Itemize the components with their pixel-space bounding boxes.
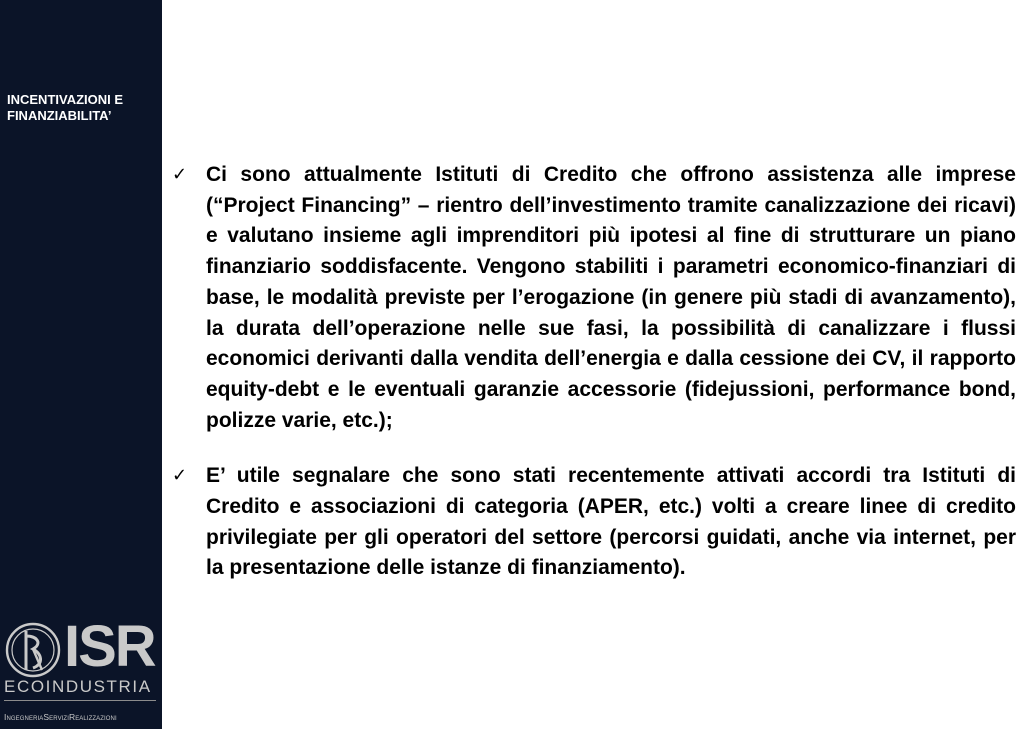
logo-tagline: IngegneriaServiziRealizzazioni xyxy=(4,712,117,722)
section-title-line-2: FINANZIABILITA’ xyxy=(7,108,112,123)
checkmark-icon: ✓ xyxy=(172,164,188,185)
logo-mark: ISR xyxy=(64,614,155,679)
bullet-text: Ci sono attualmente Istituti di Credito che offrono assistenza alle imprese (“Project Financing” – rientro dell’investimento tramite canalizzazione dei ricavi) e valutano insieme agli imprenditori più ipotesi al fine di strutturare un piano finanziario soddisfacente. Vengono stabiliti i parametri economico-finanziari di base, le modalità previste per l’erogazione (in genere più stadi di avanzamento), la durata dell’operazione nelle sue fasi, la possibilità di canalizzare i flussi economici derivanti dalla vendita dell’energia e dalla cessione dei CV, il rapporto equity-debt e le eventuali garanzie accessorie (fidejussioni, performance bond, polizze varie, etc.); xyxy=(206,163,1016,432)
bullet-item xyxy=(170,461,1016,584)
sidebar xyxy=(0,0,162,729)
checkmark-icon: ✓ xyxy=(172,465,188,487)
section-title xyxy=(7,92,157,124)
logo-divider xyxy=(4,700,156,701)
company-logo xyxy=(0,610,162,729)
section-title-line-1: INCENTIVAZIONI E xyxy=(7,92,124,107)
isr-emblem-icon xyxy=(4,618,62,682)
logo-company-name: ECOINDUSTRIA xyxy=(4,677,152,696)
bullet-item xyxy=(170,160,1016,436)
bullet-text: E’ utile segnalare che sono stati recentemente attivati accordi tra Istituti di Credito e associazioni di categoria (APER, etc.) volti a creare linee di credito privilegiate per gli operatori del settore (percorsi guidati, anche via internet, per la presentazione delle istanze di finanziamento). xyxy=(206,464,1016,580)
slide-content xyxy=(170,160,1016,584)
